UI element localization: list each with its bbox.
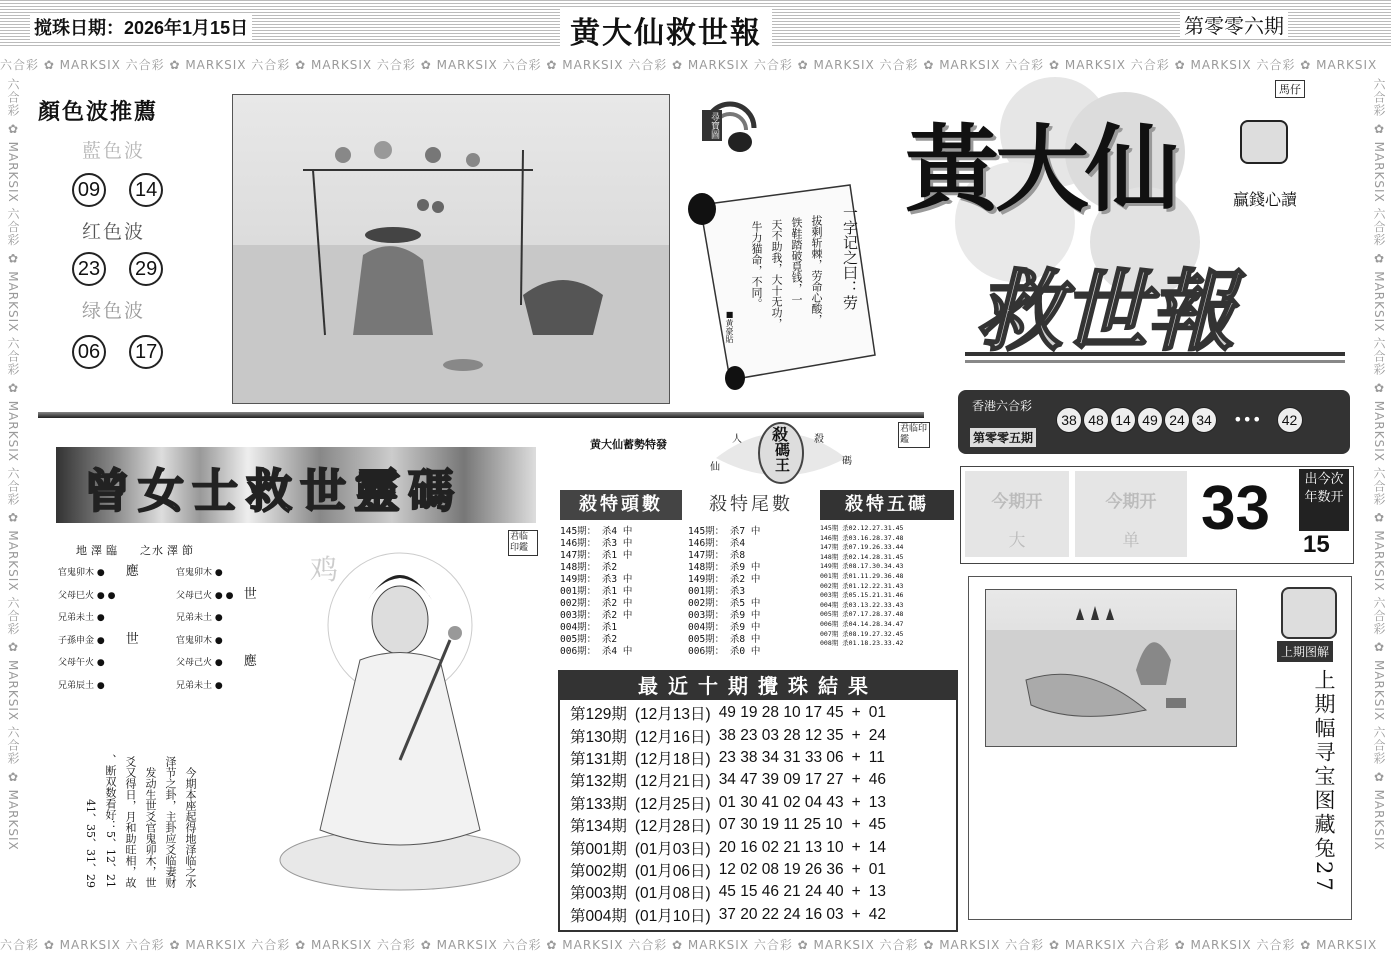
treasure-label: 尋寶圖 (702, 110, 722, 141)
commentary-line: 泽节之卦，主卦应爻临妻财 (164, 756, 177, 888)
goddess-figure-image (250, 530, 540, 900)
kill-tail-row: 003期： 杀9 中 (688, 610, 761, 621)
brand-block (905, 72, 1355, 372)
commentary-line: 今期本座起得地泽临之水 (184, 767, 197, 888)
kill-tail-row: 146期： 杀4 (688, 538, 746, 549)
yao-left-row: 父母午火 ● (58, 658, 105, 668)
kill-tail-title: 殺特尾數 (709, 494, 793, 515)
commentary-line: 29、31、35、41 (84, 799, 97, 888)
result-row: 第130期 (12月16日) 38 23 03 28 12 35 + 24 (570, 726, 886, 746)
spirit-banner (56, 447, 536, 523)
period-cell-2 (1075, 471, 1187, 557)
yao-left-column (58, 566, 168, 691)
kill-head-title: 殺特頭數 (560, 490, 682, 520)
period-cell-1-top: 今期开 (991, 492, 1043, 512)
period-side-text: 出今次年数开 (1299, 469, 1349, 531)
kill-five-row: 004期 杀03.13.22.33.43 (820, 600, 904, 609)
kill-head-row: 003期： 杀2 中 (560, 610, 633, 621)
period-cell-2-top: 今期开 (1105, 492, 1157, 512)
result-row: 第134期 (12月28日) 07 30 19 11 25 10 + 45 (570, 816, 886, 836)
kill-tail-row: 145期： 杀7 中 (688, 526, 761, 537)
brand-money-icon (1240, 120, 1288, 164)
kill-tail-row: 005期： 杀8 中 (688, 634, 761, 645)
period-cell-1-bottom: 大 (1008, 531, 1026, 551)
yao-left-row: 子孫申金 ● 世 (58, 631, 139, 647)
yao-right-row: 父母己火 ● 應 (176, 654, 257, 669)
watermark-bottom: 六合彩 ✿ MARKSIX 六合彩 ✿ MARKSIX 六合彩 ✿ MARKSIX 六合彩 ✿ MARKSIX 六合彩 ✿ MARKSIX 六合彩 ✿ MARKSIX 六合彩 ✿ MARKSIX 六合彩 ✿ MARKSIX 六合彩 ✿ MARKSIX 六合彩 ✿ MARKSIX 六合彩 ✿ MARKSIX (0, 938, 1378, 952)
wave-label-red: 红色波 (82, 221, 146, 243)
hk-ball-6: 34 (1191, 407, 1217, 433)
scroll-line-2: 铁鞋踏破覓钱，一 (790, 217, 803, 305)
hand-money-icon (1281, 587, 1337, 639)
seal-side-1: 人 (732, 434, 742, 445)
kill-head-row: 001期： 杀1 中 (560, 586, 633, 597)
kill-five-panel (820, 490, 954, 662)
yao-right-row: 官鬼卯木 ● (176, 568, 223, 578)
yao-right-row: 父母已火 ● ● 世 (176, 586, 257, 602)
result-row: 第132期 (12月21日) 34 47 39 09 17 27 + 46 (570, 771, 886, 791)
kill-five-row: 006期 杀04.14.28.34.47 (820, 619, 904, 628)
yao-right-row: 官鬼卯木 ● (176, 635, 223, 646)
kill-five-row: 007期 杀08.19.27.32.45 (820, 629, 904, 638)
result-row: 第129期 (12月13日) 49 19 28 10 17 45 + 01 (570, 704, 886, 724)
yao-left-row: 官鬼卯木 ● 應 (58, 564, 139, 579)
seal-side-3: 仙 (710, 462, 720, 473)
last-period-panel (968, 576, 1352, 920)
seal-char-bottom: 碼王 (773, 442, 791, 472)
last-period-caption: 上期幅寻宝图藏兔27 (1312, 669, 1336, 894)
hk-lottery-period: 第零零五期 (970, 428, 1036, 447)
seal-char-top: 殺 (772, 425, 789, 444)
result-row: 第133期 (12月25日) 01 30 41 02 04 43 + 13 (570, 793, 886, 813)
kill-five-row: 148期 杀02.14.28.31.45 (820, 552, 904, 561)
scroll-title: 一字记之曰：劳 (841, 205, 859, 310)
kill-head-row: 149期： 杀3 中 (560, 574, 633, 585)
seal-side-2: 殺 (814, 434, 824, 445)
kill-head-row: 005期： 杀2 (560, 634, 618, 645)
last-period-image (985, 589, 1237, 747)
kill-five-title: 殺特五碼 (820, 490, 954, 520)
kill-tail-row: 006期： 杀0 中 (688, 646, 761, 657)
kill-head-row: 004期： 杀1 (560, 622, 618, 633)
commentary-line: 爻又得日，月和助旺相，故 (124, 756, 137, 888)
kill-head-row: 146期： 杀3 中 (560, 538, 633, 549)
this-period-block (960, 466, 1354, 564)
yao-left-row: 兄弟辰土 ● (58, 680, 105, 691)
yao-right-row: 兄弟未土 ● (176, 680, 223, 691)
kill-tail-row: 004期： 杀9 中 (688, 622, 761, 633)
red-ball-1: 23 (72, 252, 106, 286)
recent-results-table (566, 702, 890, 926)
spirit-stamp: 君临印鑑 (508, 530, 538, 556)
kill-five-row: 002期 杀01.12.22.31.43 (820, 581, 904, 590)
main-illustration (232, 94, 670, 404)
kill-tail-panel (688, 490, 814, 662)
kill-five-row: 146期 杀03.16.28.37.48 (820, 533, 904, 542)
hk-ball-4: 49 (1137, 407, 1163, 433)
treasure-emblem (700, 98, 760, 156)
commentary-line: 发动生世爻官鬼卯木，世 (144, 767, 157, 888)
spirit-banner-text: 曾女士救世靈碼 (84, 464, 462, 518)
result-row: 第004期 (01月10日) 37 20 22 24 16 03 + 42 (570, 905, 886, 925)
poem-scroll (680, 175, 900, 395)
recent-results-panel (558, 670, 958, 932)
red-ball-2: 29 (129, 252, 163, 286)
period-small-number: 15 (1303, 531, 1330, 558)
kill-head-row: 006期： 杀4 中 (560, 646, 633, 657)
hexagram-right: 水澤節 (152, 544, 197, 557)
yao-left-row: 兄弟未土 ● (58, 613, 105, 623)
scroll-line-3: 天不助我，大十无功， (770, 219, 783, 329)
result-row: 第131期 (12月18日) 23 38 34 31 33 06 + 11 (570, 748, 885, 768)
recent-results-title: 最近十期攪珠結果 (560, 672, 956, 700)
green-ball-2: 17 (129, 335, 163, 369)
color-wave-title: 顏色波推薦 (38, 100, 159, 125)
kill-tail-row: 148期： 杀9 中 (688, 562, 761, 573)
hk-ball-1: 38 (1056, 407, 1082, 433)
kill-tail-row: 149期： 杀2 中 (688, 574, 761, 585)
scroll-seal: ■黄豪貼 (725, 310, 734, 343)
watermark-left: 六合彩 ✿ MARKSIX 六合彩 ✿ MARKSIX 六合彩 ✿ MARKSIX 六合彩 ✿ MARKSIX 六合彩 ✿ MARKSIX 六合彩 ✿ MARKSIX (6, 78, 20, 851)
hk-special-ball: 42 (1277, 407, 1303, 433)
kill-head-row: 002期： 杀2 中 (560, 598, 633, 609)
spirit-commentary (80, 738, 200, 888)
fisherman-scene-image (233, 95, 669, 403)
kill-five-row: 149期 杀08.17.30.34.43 (820, 562, 904, 571)
hk-ball-3: 14 (1110, 407, 1136, 433)
kill-five-row: 145期 杀02.12.27.31.45 (820, 524, 904, 532)
paper-title: 黄大仙救世報 (560, 8, 772, 52)
hexagram-mid: 之 (140, 544, 151, 557)
brand-sub: 贏錢心讀 (1233, 190, 1298, 209)
issue-number: 第零零六期 (1180, 10, 1288, 39)
wave-label-blue: 藍色波 (82, 140, 146, 162)
kill-five-row: 147期 杀07.19.26.33.44 (820, 543, 904, 552)
kill-tail-row: 002期： 杀5 中 (688, 598, 761, 609)
brand-name: 黃大仙 (905, 116, 1176, 225)
kill-five-row: 005期 杀07.17.28.37.48 (820, 610, 904, 619)
kill-tail-row: 147期： 杀8 (688, 550, 746, 561)
brand-paper: 救世報 (975, 260, 1234, 363)
hk-lottery-bar (958, 390, 1350, 454)
kill-head-panel (560, 490, 682, 662)
zodiac-char: 鸡 (310, 553, 339, 586)
result-row: 第002期 (01月06日) 12 02 08 19 26 36 + 01 (570, 860, 886, 880)
period-big-number: 33 (1201, 474, 1270, 543)
hk-ball-2: 48 (1083, 407, 1109, 433)
result-row: 第001期 (01月03日) 20 16 02 21 13 10 + 14 (570, 838, 886, 858)
hk-dots: ••• (1233, 410, 1262, 429)
color-wave-panel (30, 95, 205, 405)
hk-lottery-label: 香港六合彩 (972, 399, 1033, 413)
last-period-badge: 上期图解 (1277, 641, 1333, 662)
wave-label-green: 绿色波 (82, 300, 146, 322)
rabbit-scene-image (986, 590, 1236, 746)
watermark-right: 六合彩 ✿ MARKSIX 六合彩 ✿ MARKSIX 六合彩 ✿ MARKSIX 六合彩 ✿ MARKSIX 六合彩 ✿ MARKSIX 六合彩 ✿ MARKSIX (1372, 78, 1386, 851)
kill-head-row: 145期： 杀4 中 (560, 526, 633, 537)
brand-small-logo: 馬仔 (1275, 80, 1305, 98)
watermark-top: 六合彩 ✿ MARKSIX 六合彩 ✿ MARKSIX 六合彩 ✿ MARKSIX 六合彩 ✿ MARKSIX 六合彩 ✿ MARKSIX 六合彩 ✿ MARKSIX 六合彩 ✿ MARKSIX 六合彩 ✿ MARKSIX 六合彩 ✿ MARKSIX 六合彩 ✿ MARKSIX 六合彩 ✿ MARKSIX (0, 58, 1378, 72)
hexagram-left: 地澤臨 (76, 544, 121, 557)
kill-head-row: 147期： 杀1 中 (560, 550, 633, 561)
draw-date: 搅珠日期：2026年1月15日 (30, 14, 252, 40)
kill-five-row: 008期 杀01.18.23.33.42 (820, 639, 904, 648)
green-ball-1: 06 (72, 335, 106, 369)
goddess-illustration (250, 530, 540, 900)
kill-five-row: 003期 杀05.15.21.31.46 (820, 591, 904, 600)
period-cell-1 (965, 471, 1069, 557)
result-row: 第003期 (01月08日) 45 15 46 21 24 40 + 13 (570, 883, 886, 903)
blue-ball-1: 09 (72, 173, 106, 207)
promo-text: 黄大仙蓄勢特發 (590, 438, 667, 451)
scroll-line-4: 牛力猫命，不同。 (750, 221, 763, 309)
kill-tail-row: 001期： 杀3 (688, 586, 746, 597)
mid-stamp: 君临印鑑 (898, 422, 930, 448)
kill-head-row: 148期： 杀2 (560, 562, 618, 573)
seal-side-4: 碼 (842, 456, 852, 467)
commentary-line: 断双数看好：5、12、21、 (104, 754, 117, 888)
yao-right-row: 兄弟未土 ● (176, 613, 223, 623)
blue-ball-2: 14 (129, 173, 163, 207)
period-cell-2-bottom: 单 (1122, 531, 1140, 551)
hk-ball-5: 24 (1164, 407, 1190, 433)
kill-king-seal (696, 418, 866, 488)
scroll-line-1: 拔剩斩棘，劳命心酸， (810, 215, 823, 325)
yao-left-row: 父母巳火 ● ● (58, 590, 116, 601)
kill-five-row: 001期 杀01.11.29.36.48 (820, 571, 904, 580)
